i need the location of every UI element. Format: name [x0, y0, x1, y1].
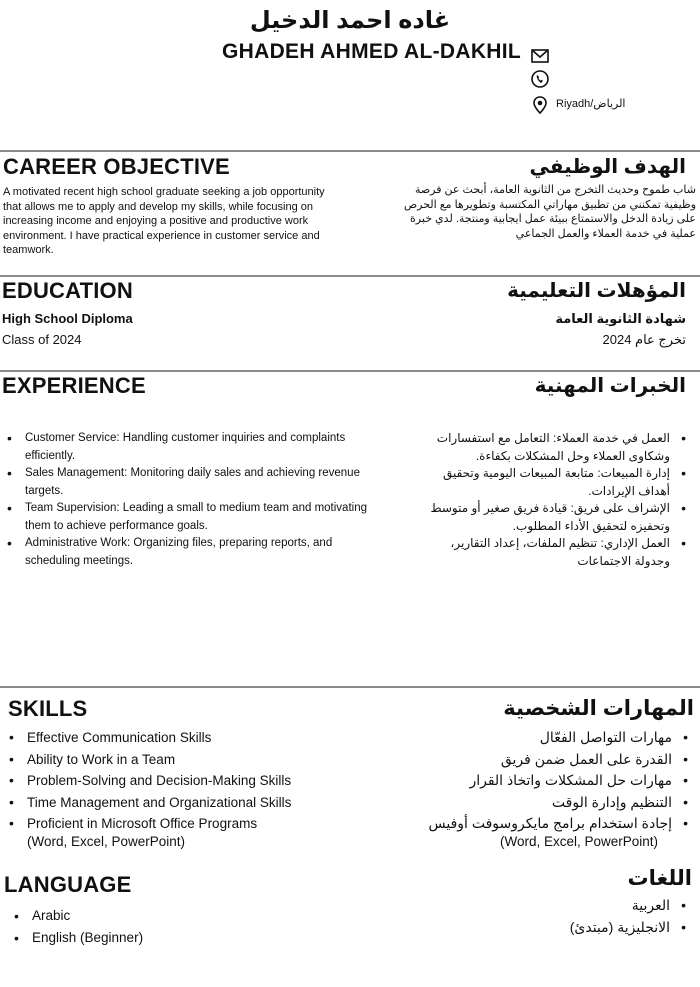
list-item: • مهارات حل المشكلات واتخاذ القرار [374, 770, 694, 792]
divider [0, 370, 700, 372]
divider [0, 275, 700, 277]
envelope-icon [530, 46, 550, 66]
list-item: • Ability to Work in a Team [3, 749, 363, 771]
list-item: • Team Supervision: Leading a small to medium team and motivating them to achieve performance goals. [1, 500, 371, 535]
list-item: • Sales Management: Monitoring daily sales and achieving revenue targets. [1, 465, 371, 500]
office-programs-ar: (Word, Excel, PowerPoint) [500, 834, 659, 849]
list-item: • Customer Service: Handling customer inquiries and complaints efficiently. [1, 430, 371, 465]
list-item: • إدارة المبيعات: متابعة المبيعات اليومية وتحقيق أهداف الإيرادات. [422, 465, 692, 500]
list-item: • إجادة استخدام برامج مايكروسوفت أوفيس [374, 813, 694, 835]
list-item: • مهارات التواصل الفعّال [374, 727, 694, 749]
location-text: Riyadh/الرياض [556, 98, 626, 110]
phone-icon [530, 69, 550, 89]
degree-en: High School Diploma [2, 311, 133, 326]
skills-title-en: SKILLS [8, 696, 88, 721]
objective-title-ar: الهدف الوظيفي [529, 156, 686, 178]
divider [0, 686, 700, 688]
skills-list-en [3, 727, 363, 835]
experience-list-en [1, 430, 371, 570]
language-list-ar [492, 894, 692, 938]
list-item: • Effective Communication Skills [3, 727, 363, 749]
name-arabic: غاده احمد الدخيل [249, 7, 451, 34]
language-title-en: LANGUAGE [4, 872, 132, 897]
list-item: • الإشراف على فريق: قيادة فريق صغير أو متوسط وتحفيزه لتحقيق الأداء المطلوب. [422, 500, 692, 535]
list-item: • العربية [492, 894, 692, 916]
list-item: • Administrative Work: Organizing files, preparing reports, and scheduling meetings. [1, 535, 371, 570]
list-item: • القدرة على العمل ضمن فريق [374, 749, 694, 771]
language-list-en [8, 905, 208, 949]
year-en: Class of 2024 [2, 332, 82, 347]
language-title-ar: اللغات [627, 867, 692, 890]
list-item: • العمل في خدمة العملاء: التعامل مع استفسارات وشكاوى العملاء وحل المشكلات بكفاءة. [422, 430, 692, 465]
degree-ar: شهادة الثانوية العامة [555, 311, 686, 326]
objective-text-ar: شاب طموح وحديث التخرج من الثانوية العامة، أبحث عن فرصة وظيفية تمكنني من تطبيق مهاراتي المكتسبة وتطويرها مع الحرص على زيادة الدخل والاستمتاع ببيئة عمل ايجابية ومنتجة. لدي خبرة عملية في خدمة العملاء والعمل الجماعي [403, 184, 696, 240]
skills-list-ar [374, 727, 694, 835]
list-item: • Proficient in Microsoft Office Programs [3, 813, 363, 835]
objective-text-en: A motivated recent high school graduate seeking a job opportunity that allows me to apply and develop my skills, while focusing on increasing income and enjoying a positive and productive work environment. I have practical experience in customer service and teamwork. [3, 186, 325, 256]
experience-title-ar: الخبرات المهنية [534, 375, 686, 397]
education-title-en: EDUCATION [2, 278, 133, 303]
education-title-ar: المؤهلات التعليمية [507, 280, 686, 302]
experience-title-en: EXPERIENCE [2, 373, 146, 398]
list-item: • العمل الإداري: تنظيم الملفات، إعداد التقارير، وجدولة الاجتماعات [422, 535, 692, 570]
list-item: • الانجليزية (مبتدئ) [492, 916, 692, 938]
office-programs-en: (Word, Excel, PowerPoint) [27, 834, 186, 849]
name-english: GHADEH AHMED AL-DAKHIL [222, 40, 522, 63]
divider [0, 150, 700, 152]
list-item: • Arabic [8, 905, 208, 927]
skills-title-ar: المهارات الشخصية [503, 697, 694, 720]
experience-list-ar [422, 430, 692, 570]
list-item: • التنظيم وإدارة الوقت [374, 792, 694, 814]
map-pin-icon [530, 95, 550, 115]
year-ar: تخرج عام 2024 [602, 332, 686, 347]
list-item: • English (Beginner) [8, 927, 208, 949]
list-item: • Time Management and Organizational Skills [3, 792, 363, 814]
list-item: • Problem-Solving and Decision-Making Skills [3, 770, 363, 792]
objective-title-en: CAREER OBJECTIVE [3, 154, 230, 179]
